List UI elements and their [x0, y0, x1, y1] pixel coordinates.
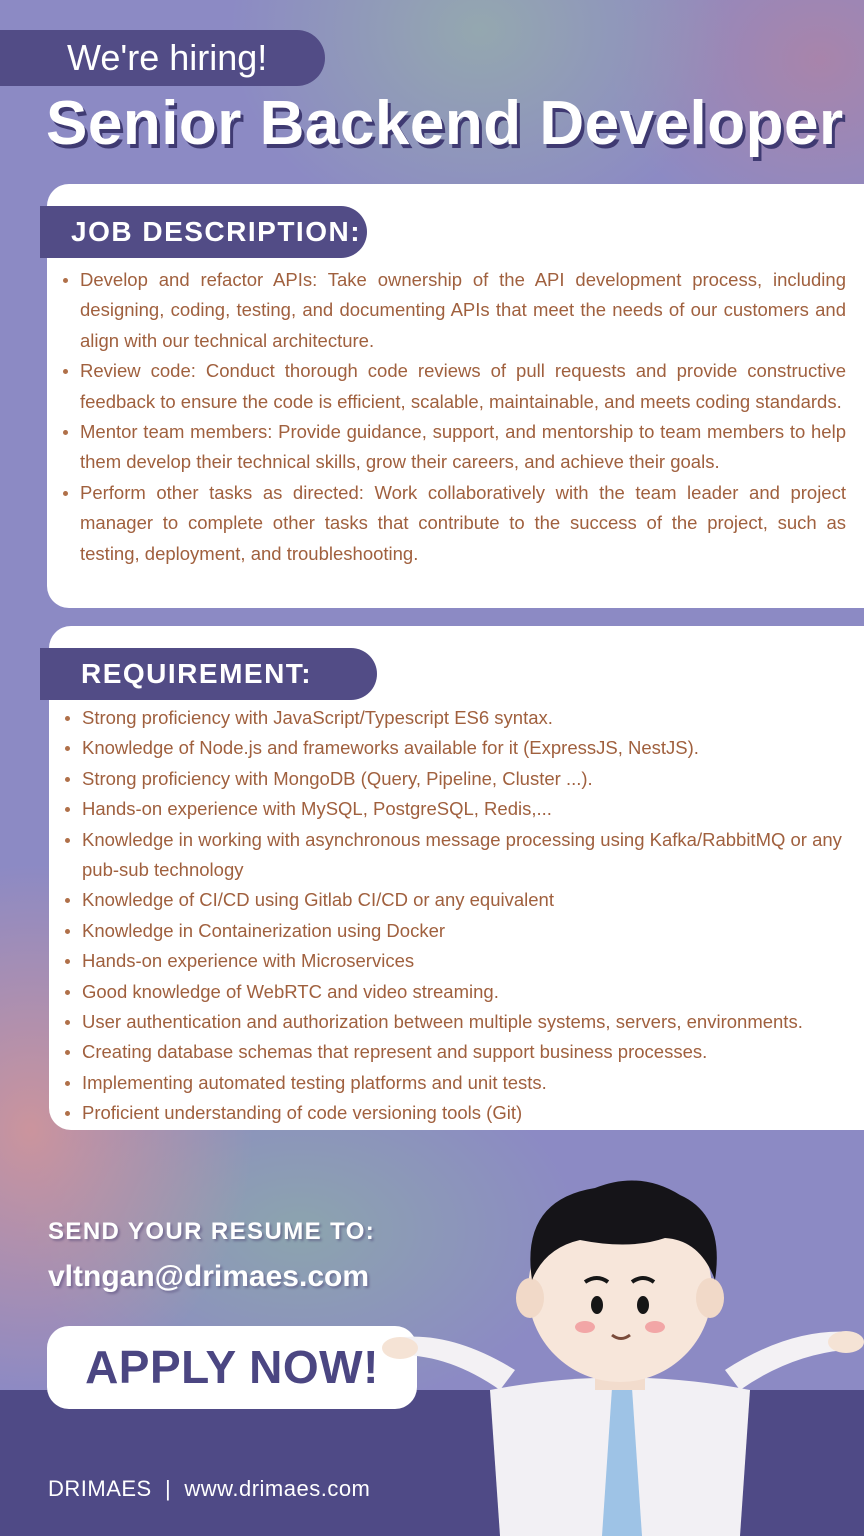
list-item: Develop and refactor APIs: Take ownership of the API development process, including designing, coding, testing, and documenting APIs that meet the needs of our customers and align with our technical architecture. [80, 265, 846, 356]
list-item: Hands-on experience with MySQL, PostgreSQL, Redis,... [82, 794, 852, 824]
list-item: Creating database schemas that represent and support business processes. [82, 1037, 852, 1067]
list-item: Strong proficiency with JavaScript/Typescript ES6 syntax. [82, 703, 852, 733]
job-description-list [80, 265, 846, 569]
requirement-list [82, 703, 852, 1129]
list-item: Knowledge in working with asynchronous message processing using Kafka/RabbitMQ or any pub-sub technology [82, 825, 852, 886]
list-item: Good knowledge of WebRTC and video streaming. [82, 977, 852, 1007]
requirement-heading: REQUIREMENT: [40, 648, 377, 700]
list-item: Perform other tasks as directed: Work collaboratively with the team leader and project manager to complete other tasks that contribute to the success of the project, such as testing, deployment, and troubleshooting. [80, 478, 846, 569]
job-description-heading: JOB DESCRIPTION: [40, 206, 367, 258]
send-resume-label: SEND YOUR RESUME TO: [48, 1218, 376, 1245]
list-item: Knowledge in Containerization using Docker [82, 916, 852, 946]
list-item: Strong proficiency with MongoDB (Query, Pipeline, Cluster ...). [82, 764, 852, 794]
smiling-businessman-mascot-icon [380, 1170, 864, 1536]
list-item: Hands-on experience with Microservices [82, 946, 852, 976]
contact-email-link[interactable]: vltngan@drimaes.com [48, 1260, 370, 1293]
footer-company-website: DRIMAES | www.drimaes.com [48, 1476, 371, 1501]
apply-now-button[interactable]: APPLY NOW! [47, 1326, 417, 1409]
list-item: User authentication and authorization between multiple systems, servers, environments. [82, 1007, 852, 1037]
list-item: Mentor team members: Provide guidance, support, and mentorship to team members to help them develop their technical skills, grow their careers, and achieve their goals. [80, 417, 846, 478]
page-title: Senior Backend Developer [46, 89, 844, 158]
hiring-badge: We're hiring! [0, 30, 325, 86]
list-item: Implementing automated testing platforms and unit tests. [82, 1068, 852, 1098]
list-item: Proficient understanding of code versioning tools (Git) [82, 1098, 852, 1128]
list-item: Knowledge of Node.js and frameworks available for it (ExpressJS, NestJS). [82, 733, 852, 763]
list-item: Knowledge of CI/CD using Gitlab CI/CD or any equivalent [82, 885, 852, 915]
list-item: Review code: Conduct thorough code reviews of pull requests and provide constructive feedback to ensure the code is efficient, scalable, maintainable, and meets coding standards. [80, 356, 846, 417]
